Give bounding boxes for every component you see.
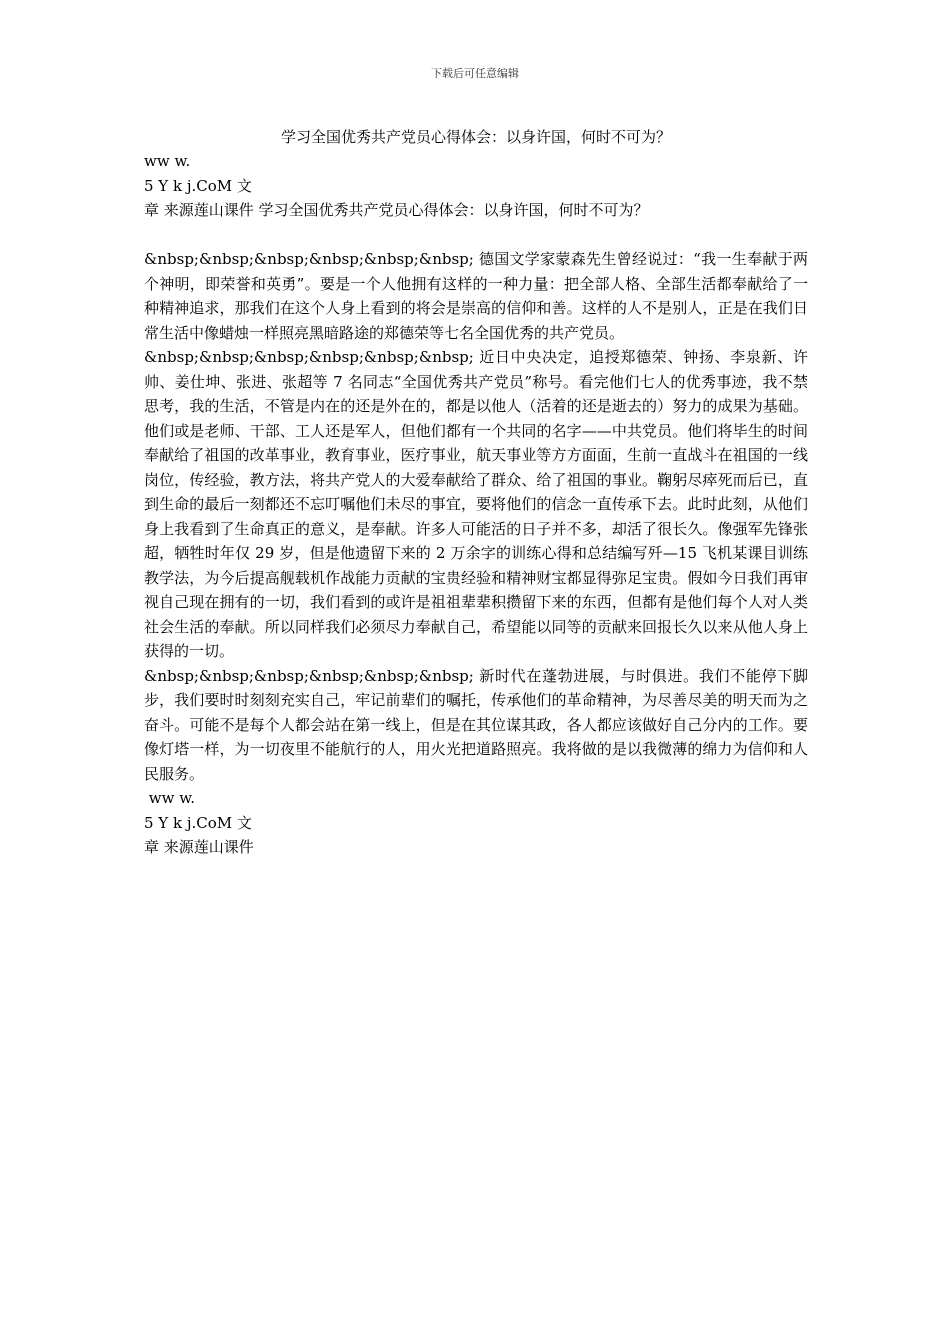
paragraph-3: &nbsp;&nbsp;&nbsp;&nbsp;&nbsp;&nbsp; 新时代在蓬勃进展，与时俱进。我们不能停下脚步，我们要时时刻刻充实自己，牢记前辈们的嘱托，传承他们的革命精神，为尽善尽美的明天而为之奋斗。可能不是每个人都会站在第一线上，但是在其位谋其政，各人都应该做好自己分内的工作。要像灯塔一样，为一切夜里不能航行的人，用火光把道路照亮。我将做的是以我微薄的绵力为信仰和人民服务。: [144, 666, 808, 783]
document-title: 学习全国优秀共产党员心得体会：以身许国，何时不可为？: [280, 128, 671, 146]
source-footer-line-3: 章 来源莲山课件: [144, 838, 254, 856]
page-header: 下载后可任意编辑: [431, 67, 519, 80]
source-footer-line-1: ww w.: [144, 789, 196, 807]
blank-line: [144, 223, 808, 248]
source-line-3: 章 来源莲山课件 学习全国优秀共产党员心得体会：以身许国，何时不可为？: [144, 201, 649, 219]
source-line-2: 5 Y k j.CoM 文: [144, 176, 252, 195]
source-line-1: ww w.: [144, 152, 191, 170]
document-body: [144, 125, 808, 860]
paragraph-1: &nbsp;&nbsp;&nbsp;&nbsp;&nbsp;&nbsp; 德国文学家蒙森先生曾经说过：“我一生奉献于两个神明，即荣誉和英勇”。要是一个人他拥有这样的一种力量：把全部人格、全部生活都奉献给了一种精神追求，那我们在这个人身上看到的将会是崇高的信仰和善。这样的人不是别人，正是在我们日常生活中像蜡烛一样照亮黑暗路途的郑德荣等七名全国优秀的共产党员。: [144, 250, 808, 342]
paragraph-2: &nbsp;&nbsp;&nbsp;&nbsp;&nbsp;&nbsp; 近日中央决定，追授郑德荣、钟扬、李泉新、许帅、姜仕坤、张进、张超等 7 名同志“全国优秀共产党员”称号。看完他们七人的优秀事迹，我不禁思考，我的生活，不管是内在的还是外在的，都是以他人（活着的还是逝去的）努力的成果为基础。他们或是老师、干部、工人还是军人，但他们都有一个共同的名字——中共党员。他们将毕生的时间奉献给了祖国的改革事业，教育事业，医疗事业，航天事业等方方面面，生前一直战斗在祖国的一线岗位，传经验，教方法，将共产党人的大爱奉献给了群众、给了祖国的事业。鞠躬尽瘁死而后已，直到生命的最后一刻都还不忘叮嘱他们未尽的事宜，要将他们的信念一直传承下去。此时此刻，从他们身上我看到了生命真正的意义，是奉献。许多人可能活的日子并不多，却活了很长久。像强军先锋张超，牺牲时年仅 29 岁，但是他遗留下来的 2 万余字的训练心得和总结编写歼—15 飞机某课目训练教学法，为今后提高舰载机作战能力贡献的宝贵经验和精神财宝都显得弥足宝贵。假如今日我们再审视自己现在拥有的一切，我们看到的或许是祖祖辈辈积攒留下来的东西，但都有是他们每个人对人类社会生活的奉献。所以同样我们必须尽力奉献自己，希望能以同等的贡献来回报长久以来从他人身上获得的一切。: [144, 348, 808, 660]
source-footer-line-2: 5 Y k j.CoM 文: [144, 813, 252, 832]
